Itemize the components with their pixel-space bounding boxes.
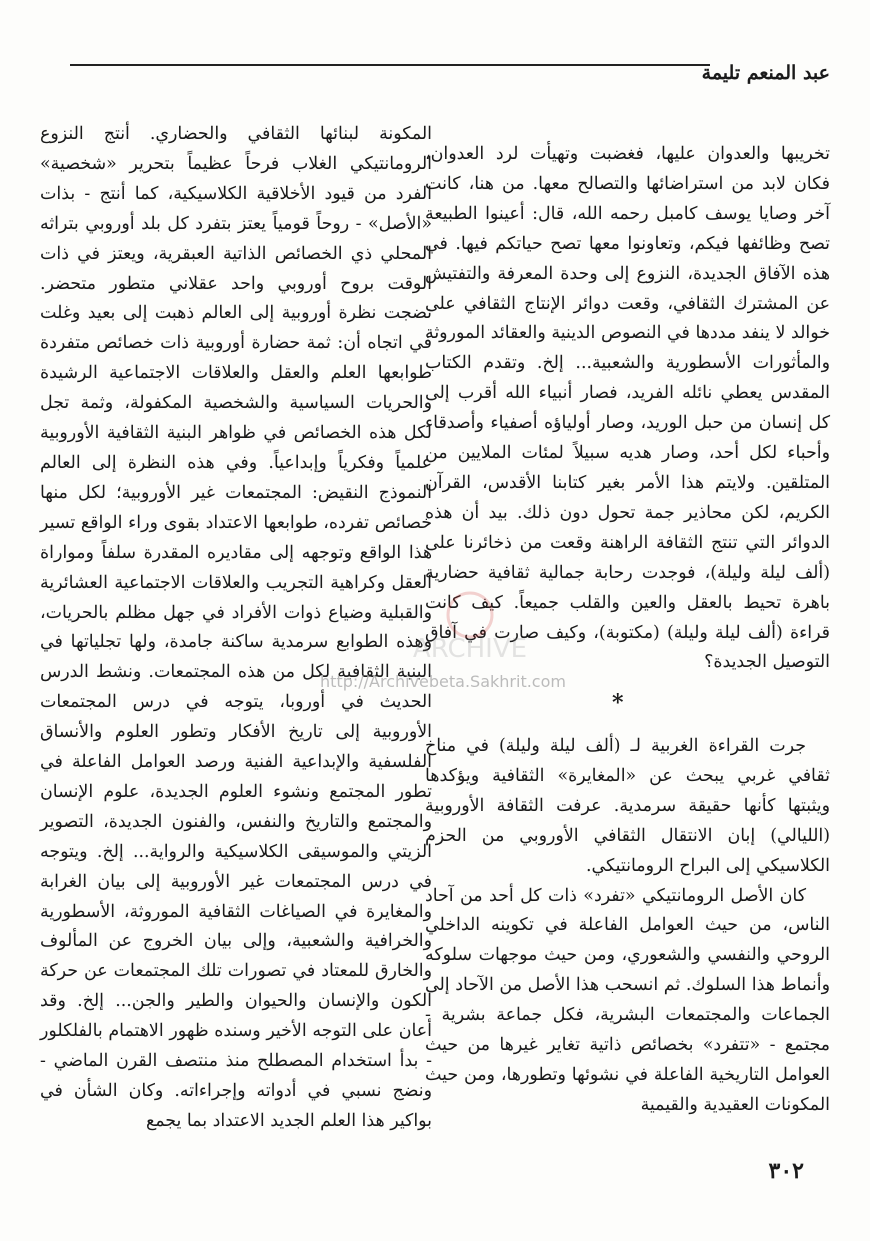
header-rule bbox=[70, 64, 710, 66]
archive-watermark-logo bbox=[365, 585, 575, 665]
body-paragraph: المكونة لبنائها الثقافي والحضاري. أنتج النزوع الرومانتيكي الغلاب فرحاً عظيماً بتحرير «شخصية» الفرد من قيود الأخلاقية الكلاسيكية، كما أنتج - بذات «الأصل» - روحاً قومياً يعتز بتفرد كل بلد أوروبي بتراثه المحلي ذي الخصائص الذاتية العبقرية، ويعتز في ذات الوقت بروح أوروبي واحد عقلاني متطور متحضر. نضجت نظرة أوروبية إلى العالم ذهبت إلى بعيد وغلت في اتجاه أن: ثمة حضارة أوروبية ذات خصائص متفردة طوابعها العلم والعقل والعلاقات الاجتماعية الرشيدة والحريات السياسية والشخصية المكفولة، وثمة تجل لكل هذه الخصائص في ظواهر البنية الثقافية الأوروبية علمياً وفكرياً وإبداعياً. وفي هذه النظرة إلى العالم النموذج النقيض: المجتمعات غير الأوروبية؛ لكل منها خصائص تفرده، طوابعها الاعتداد بقوى وراء الواقع تسير هذا الواقع وتوجهه إلى مقاديره المقدرة سلفاً ومواراة العقل وكراهية التجريب والعلاقات الاجتماعية العشائرية والقبلية وضياع ذوات الأفراد في جهل مظلم بالحريات، وهذه الطوابع سرمدية ساكنة جامدة، ولها تجلياتها في البنية الثقافية لكل من هذه المجتمعات. ونشط الدرس الحديث في أوروبا، يتوجه في درس المجتمعات الأوروبية إلى تاريخ الأفكار وتطور العلوم والأنساق الفلسفية والإبداعية الفنية ورصد العوامل الفاعلة في تطور المجتمع ونشوء العلوم الجديدة، علوم الإنسان والمجتمع والتاريخ والنفس، والفنون الجديدة، التصوير الزيتي والموسيقى الكلاسيكية والرواية... إلخ. ويتوجه في درس المجتمعات غير الأوروبية إلى بيان الغرابة والمغايرة في الصياغات الثقافية الموروثة، الأسطورية والخرافية والشعبية، وإلى بيان الخروج عن المألوف والخارق للمعتاد في تصورات تلك المجتمعات عن حركة الكون والإنسان والحيوان والطير والجن... إلخ. وقد أعان على التوجه الأخير وسنده ظهور الاهتمام بالفلكلور - بدأ استخدام المصطلح منذ منتصف القرن الماضي - ونضج نسبي في أدواته وإجراءاته. وكان الشأن في بواكير هذا العلم الجديد الاعتداد بما يجمع bbox=[40, 124, 432, 1131]
body-paragraph: كان الأصل الرومانتيكي «تفرد» ذات كل أحد من آحاد الناس، من حيث العوامل الفاعلة في تكوينه الداخلي الروحي والنفسي والشعوري، ومن حيث موجهات سلوكه وأنماط هذا السلوك. ثم انسحب هذا الأصل من الآحاد إلى الجماعات والمجتمعات البشرية، فكل جماعة بشرية - مجتمع - «تتفرد» بخصائص ذاتية تغاير غيرها من حيث العوامل التاريخية الفاعلة في نشوئها وتطورها، ومن حيث المكونات العقيدية والقيمية bbox=[425, 885, 830, 1115]
section-separator: * bbox=[612, 690, 624, 716]
body-paragraph: جرت القراءة الغربية لـ (ألف ليلة وليلة) في مناخ ثقافي غربي يبحث عن «المغايرة» الثقافية ويؤكدها ويثبتها كأنها حقيقة سرمدية. عرفت الثقافة الأوروبية (الليالي) إبان الانتقال الثقافي الأوروبي من الحزم الكلاسيكي إلى البراح الرومانتيكي. bbox=[425, 736, 830, 876]
archive-watermark-url: http://Archivebeta.Sakhrit.com bbox=[320, 672, 566, 691]
body-paragraph: تخريبها والعدوان عليها، فغضبت وتهيأت لرد العدوان، فكان لابد من استراضائها والتصالح معها. من هنا، كانت آخر وصايا يوسف كامبل رحمه الله، قال: أعينوا الطبيعة تصح وظائفها فيكم، وتعاونوا معها تصح حياتكم فيها. في هذه الآفاق الجديدة، النزوع إلى وحدة المعرفة والتفتيش عن المشترك الثقافي، وقعت دوائر الإنتاج الثقافي على خوالد لا ينفد مددها في النصوص الدينية والعقائد الموروثة والمأثورات الأسطورية والشعبية... إلخ. وتقدم الكتاب المقدس يعطي نائله الفريد، فصار أنبياء الله أقرب إلى كل إنسان من حبل الوريد، وصار أولياؤه أصفياء وأصدقاء وأحباء لكل أحد، وصار هديه سبيلاً لمئات الملايين من المتلقين. ولايتم هذا الأمر بغير كتابنا الأقدس، القرآن الكريم، لكن محاذير جمة تحول دون ذلك. بيد أن هذه الدوائر التي تنتج الثقافة الراهنة وقعت من ذخائرنا على (ألف ليلة وليلة)، فوجدت رحابة جمالية ثقافية حضارية باهرة تحيط بالعقل والعين والقلب جميعاً. كيف كانت قراءة (ألف ليلة وليلة) (مكتوبة)، وكيف صارت في آفاق التوصيل الجديدة؟ bbox=[425, 144, 830, 673]
right-column-lower bbox=[425, 732, 830, 1121]
running-head: عبد المنعم تليمة bbox=[701, 62, 830, 84]
archive-watermark-text: ARCHIVE bbox=[412, 634, 528, 664]
page-number: ٣٠٢ bbox=[768, 1158, 804, 1184]
